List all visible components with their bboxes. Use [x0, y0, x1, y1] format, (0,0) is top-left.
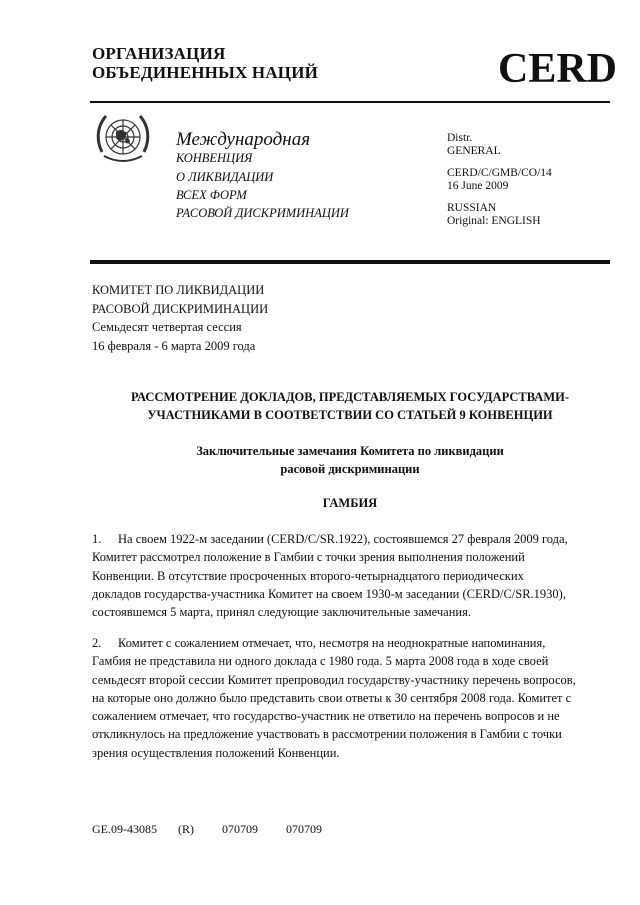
country-heading: ГАМБИЯ [322, 496, 378, 510]
paragraph-line: Комитет рассмотрел положение в Гамбии с точки зрения выполнения положений [92, 550, 525, 565]
paragraph-line: Конвенции. В отсутствие просроченных второго-четырнадцатого периодических [92, 568, 524, 583]
subtitle-line: Заключительные замечания Комитета по ликвидации [196, 444, 504, 458]
header-divider [90, 101, 610, 103]
convention-line: ВСЕХ ФОРМ [176, 187, 247, 202]
subtitle-line: расовой дискриминации [280, 462, 420, 476]
session-dates: 16 февраля - 6 марта 2009 года [92, 338, 256, 353]
document-footer-code: GE.09-43085 (R) 070709 070709 [92, 822, 322, 836]
title-line: УЧАСТНИКАМИ В СООТВЕТСТВИИ СО СТАТЬЕЙ 9 КОНВЕНЦИИ [147, 408, 553, 422]
convention-line: КОНВЕНЦИЯ [176, 151, 253, 166]
convention-line: Международная [176, 129, 311, 150]
document-series-symbol: CERD [498, 46, 618, 92]
document-symbol: CERD/C/GMB/CO/14 [447, 167, 552, 179]
paragraph-2 [92, 634, 612, 762]
paragraph-line: на которые оно должно было представить свои ответы к 30 сентября 2008 года. Комитет с [92, 690, 572, 705]
title-line: РАССМОТРЕНИЕ ДОКЛАДОВ, ПРЕДСТАВЛЯЕМЫХ ГОСУДАРСТВАМИ- [130, 390, 570, 404]
paragraph-number: 2. [92, 636, 102, 650]
convention-line: РАСОВОЙ ДИСКРИМИНАЦИИ [176, 206, 349, 221]
org-line: ОБЪЕДИНЕННЫХ НАЦИЙ [92, 63, 319, 82]
convention-title [176, 131, 349, 222]
document-date: 16 June 2009 [447, 179, 509, 192]
document-language: RUSSIAN [447, 202, 497, 214]
document-metadata [447, 132, 552, 237]
document-subtitle [80, 442, 620, 478]
paragraph-line: семьдесят второй сессии Комитет препроводил государству-участнику перечень вопросов, [92, 672, 576, 687]
header-bottom-divider [90, 260, 610, 264]
document-title [80, 388, 620, 424]
session-line: Семьдесят четвертая сессия [92, 320, 242, 334]
org-line: ОРГАНИЗАЦИЯ [92, 44, 226, 63]
paragraph-line: Комитет с сожалением отмечает, что, несмотря на неоднократные напоминания, [118, 636, 546, 650]
committee-line: РАСОВОЙ ДИСКРИМИНАЦИИ [92, 301, 269, 316]
organization-name [92, 44, 318, 82]
paragraph-line: откликнулось на предложение участвовать в рассмотрении положения в Гамбии с точки [92, 727, 562, 742]
paragraph-line: Гамбия не представила ни одного доклада с 1980 года. 5 марта 2008 года в ходе своей [92, 654, 549, 669]
paragraph-line: зрения осуществления положений Конвенции. [92, 745, 340, 760]
distr-label: Distr. [447, 132, 473, 144]
distribution: GENERAL [447, 144, 501, 157]
un-emblem-icon [94, 112, 152, 166]
convention-line: О ЛИКВИДАЦИИ [176, 169, 274, 184]
paragraph-number: 1. [92, 532, 102, 546]
paragraph-line: сожалением отмечает, что государство-участник не ответило на перечень вопросов и не [92, 709, 560, 724]
committee-block [92, 281, 268, 355]
paragraph-line: состоявшемся 5 марта, принял следующие заключительные замечания. [92, 605, 471, 620]
paragraph-line: На своем 1922-м заседании (CERD/C/SR.1922), состоявшемся 27 февраля 2009 года, [118, 532, 568, 546]
paragraph-line: докладов государства-участника Комитет на своем 1930-м заседании (CERD/C/SR.1930), [92, 586, 566, 601]
original-language: Original: ENGLISH [447, 214, 541, 227]
paragraph-1 [92, 530, 612, 621]
committee-line: КОМИТЕТ ПО ЛИКВИДАЦИИ [92, 283, 265, 297]
